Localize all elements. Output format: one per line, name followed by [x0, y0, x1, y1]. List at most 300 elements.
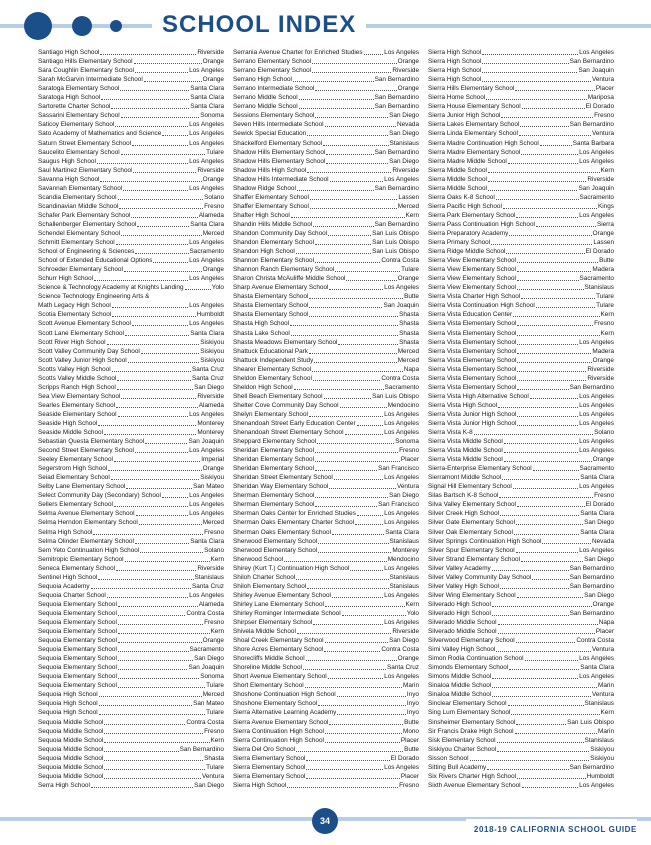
- county-name: Monterey: [197, 419, 224, 427]
- index-entry: [38, 591, 224, 600]
- county-name: Riverside: [197, 166, 224, 174]
- index-entry: [428, 699, 614, 708]
- dot-leader: [328, 235, 371, 236]
- index-entry: [428, 745, 614, 754]
- dot-leader: [118, 651, 189, 652]
- page-number: 34: [312, 808, 338, 834]
- school-name: Schendel Elementary School: [38, 229, 121, 237]
- header-dot-large: [24, 12, 52, 40]
- header-dot-medium: [72, 16, 92, 36]
- dot-leader: [101, 99, 189, 100]
- school-name: Schmitt Elementary School: [38, 239, 115, 247]
- school-name: Shandon High School: [233, 248, 295, 256]
- school-name: Sequoia Middle School: [38, 727, 104, 735]
- index-entry: [233, 681, 419, 690]
- index-entry: [428, 356, 614, 365]
- school-name: Saratoga High School: [38, 94, 101, 102]
- county-name: Riverside: [392, 166, 419, 174]
- county-name: Imperial: [201, 456, 224, 464]
- dot-leader: [520, 126, 568, 127]
- dot-leader: [318, 705, 406, 706]
- county-name: Riverside: [197, 392, 224, 400]
- county-name: Los Angeles: [579, 781, 614, 789]
- school-name: Sitting Bull Academy: [428, 763, 487, 771]
- county-name: Orange: [202, 175, 224, 183]
- dot-leader: [118, 416, 189, 417]
- dot-leader: [517, 335, 599, 336]
- county-name: Los Angeles: [189, 157, 224, 165]
- school-name: Serrano Middle School: [233, 94, 298, 102]
- county-name: San Bernardino: [374, 76, 419, 84]
- county-name: San Joaquin: [383, 302, 419, 310]
- index-entry: [428, 383, 614, 392]
- index-entry: [428, 401, 614, 410]
- county-name: Ventura: [591, 691, 614, 699]
- dot-leader: [315, 497, 388, 498]
- dot-leader: [307, 172, 391, 173]
- index-entry: [38, 546, 224, 555]
- dot-leader: [329, 289, 383, 290]
- dot-leader: [296, 751, 403, 752]
- school-name: Sierra Madre Elementary School: [428, 148, 521, 156]
- county-name: Los Angeles: [579, 673, 614, 681]
- index-entry: [428, 365, 614, 374]
- school-name: Sequoia Charter School: [38, 591, 106, 599]
- dot-leader: [536, 307, 595, 308]
- school-name: Silver Creek High School: [428, 510, 500, 518]
- index-entry: [233, 745, 419, 754]
- county-name: Marin: [403, 682, 419, 690]
- index-entry: [233, 184, 419, 193]
- dot-leader: [135, 452, 188, 453]
- county-name: San Luis Obispo: [372, 239, 419, 247]
- school-name: Sing Lum Elementary School: [428, 709, 511, 717]
- county-name: San Diego: [389, 130, 419, 138]
- county-name: San Diego: [194, 383, 224, 391]
- county-name: Los Angeles: [189, 275, 224, 283]
- county-name: Orange: [397, 58, 419, 66]
- county-name: Monterey: [197, 429, 224, 437]
- index-entry: [428, 265, 614, 274]
- county-name: Fresno: [399, 781, 419, 789]
- index-entry: [233, 292, 419, 301]
- school-name: Silver Gate Elementary School: [428, 519, 516, 527]
- index-entry: [233, 455, 419, 464]
- school-name: Sierra Vista K-8: [428, 429, 473, 437]
- school-name: Select Community Day (Secondary) School: [38, 492, 161, 500]
- school-name: Shenandoah Street Early Education Center: [233, 419, 356, 427]
- county-name: Yolo: [406, 609, 419, 617]
- index-entry: [428, 229, 614, 238]
- county-name: Orange: [397, 655, 419, 663]
- school-name: Scott River High School: [38, 338, 106, 346]
- index-column-2: [233, 48, 419, 790]
- index-entry: [428, 582, 614, 591]
- county-name: Los Angeles: [579, 438, 614, 446]
- index-entry: [233, 527, 419, 536]
- dot-leader: [517, 371, 586, 372]
- school-name: Sequoia Elementary School: [38, 646, 117, 654]
- school-name: Sessions Elementary School: [233, 112, 315, 120]
- dot-leader: [337, 696, 406, 697]
- dot-leader: [517, 380, 586, 381]
- dot-leader: [521, 154, 578, 155]
- dot-leader: [530, 398, 578, 399]
- index-entry: [233, 419, 419, 428]
- school-name: Shasta Elementary School: [233, 311, 309, 319]
- county-name: San Bernardino: [569, 582, 614, 590]
- county-name: San Joaquin: [578, 67, 614, 75]
- school-name: Sierra Linda Elementary School: [428, 130, 518, 138]
- county-name: Alameda: [198, 600, 224, 608]
- county-name: Los Angeles: [579, 401, 614, 409]
- county-name: Shasta: [399, 311, 419, 319]
- dot-leader: [121, 154, 205, 155]
- dot-leader: [185, 289, 211, 290]
- dot-leader: [104, 733, 203, 734]
- dot-leader: [296, 579, 388, 580]
- dot-leader: [309, 298, 403, 299]
- dot-leader: [108, 470, 201, 471]
- index-entry: [233, 582, 419, 591]
- dot-leader: [325, 733, 402, 734]
- county-name: San Diego: [389, 492, 419, 500]
- index-entry: [38, 365, 224, 374]
- index-entry: [38, 527, 224, 536]
- school-name: Seaside High School: [38, 419, 98, 427]
- dot-leader: [297, 190, 374, 191]
- county-name: Orange: [592, 229, 614, 237]
- dot-leader: [522, 787, 579, 788]
- school-name: Sequoia Middle School: [38, 718, 104, 726]
- school-name: Shannon Elementary School: [233, 257, 315, 265]
- dot-leader: [329, 724, 403, 725]
- index-entry: [428, 618, 614, 627]
- index-entry: [428, 48, 614, 57]
- dot-leader: [487, 769, 568, 770]
- index-entry: [428, 690, 614, 699]
- header-dot-small: [110, 20, 122, 32]
- dot-leader: [364, 54, 384, 55]
- county-name: Napa: [598, 619, 614, 626]
- county-name: Fresno: [204, 202, 224, 210]
- school-name: Shirey (Kurt T.) Continuation High School: [233, 564, 350, 572]
- county-name: Sacramento: [189, 646, 224, 654]
- index-entry: [233, 708, 419, 717]
- dot-leader: [307, 588, 388, 589]
- county-name: San Luis Obispo: [567, 718, 614, 726]
- county-name: Santa Clara: [190, 85, 224, 93]
- dot-leader: [492, 570, 569, 571]
- county-name: Los Angeles: [384, 419, 419, 427]
- dot-leader: [492, 606, 592, 607]
- county-name: Santa Cruz: [387, 664, 419, 672]
- dot-leader: [125, 561, 210, 562]
- dot-leader: [474, 434, 593, 435]
- index-entry: [233, 247, 419, 256]
- index-entry: [428, 111, 614, 120]
- dot-leader: [504, 461, 592, 462]
- dot-leader: [318, 552, 391, 553]
- county-name: Los Angeles: [384, 175, 419, 183]
- school-name: Sierra Preparatory Academy: [428, 229, 509, 237]
- school-name: Sequoia Academy: [38, 582, 90, 590]
- school-name: Sierra High School: [428, 67, 482, 75]
- index-entry: [428, 75, 614, 84]
- index-entry: [233, 175, 419, 184]
- county-name: Napa: [403, 365, 419, 373]
- county-name: Riverside: [587, 374, 614, 382]
- school-name: Sinaloa Middle School: [428, 682, 492, 690]
- county-name: Inyo: [406, 700, 419, 708]
- school-name: Sharp Avenue Elementary School: [233, 284, 329, 292]
- index-entry: [38, 338, 224, 347]
- index-entry: [428, 446, 614, 455]
- school-name: Sequoia Elementary School: [38, 655, 117, 663]
- dot-leader: [482, 81, 591, 82]
- dot-leader: [93, 534, 203, 535]
- county-name: Shasta: [399, 329, 419, 337]
- county-name: Butte: [599, 257, 614, 265]
- dot-leader: [503, 208, 597, 209]
- index-entry: [38, 374, 224, 383]
- index-entry: [233, 138, 419, 147]
- school-name: Sartorette Charter School: [38, 103, 111, 111]
- school-name: Scandinavian Middle School: [38, 202, 119, 210]
- county-name: Tulare: [206, 763, 224, 771]
- dot-leader: [517, 353, 591, 354]
- school-name: Shelyn Elementary School: [233, 410, 308, 418]
- county-name: Orange: [397, 85, 419, 93]
- dot-leader: [107, 344, 200, 345]
- county-name: Los Angeles: [579, 655, 614, 663]
- dot-leader: [312, 72, 391, 73]
- school-name: Sequoia High School: [38, 709, 98, 717]
- index-entry: [233, 84, 419, 93]
- dot-leader: [291, 217, 405, 218]
- school-name: Sierra Hills Elementary School: [428, 85, 515, 93]
- county-name: Nevada: [591, 537, 614, 545]
- county-name: Santa Clara: [190, 537, 224, 545]
- index-entry: [233, 319, 419, 328]
- school-name: Sierra Vista Continuation High School: [428, 302, 535, 310]
- dot-leader: [135, 72, 188, 73]
- index-entry: [428, 102, 614, 111]
- index-entry: [233, 754, 419, 763]
- dot-leader: [118, 199, 204, 200]
- school-name: Sheridan Elementary School: [233, 456, 314, 464]
- county-name: Sonoma: [200, 673, 224, 681]
- index-entry: [38, 455, 224, 464]
- school-name: Shafter High School: [233, 211, 290, 219]
- dot-leader: [325, 642, 389, 643]
- dot-leader: [112, 371, 191, 372]
- index-entry: [38, 736, 224, 745]
- county-name: Los Angeles: [189, 67, 224, 75]
- dot-leader: [496, 651, 591, 652]
- school-name: Simonds Elementary School: [428, 664, 509, 672]
- school-name: Sassarini Elementary School: [38, 112, 120, 120]
- index-column-3: [428, 48, 614, 790]
- school-name: Scott Valley Community Day School: [38, 347, 140, 355]
- index-entry: [233, 157, 419, 166]
- county-name: Placer: [595, 85, 614, 93]
- county-name: Los Angeles: [384, 564, 419, 572]
- school-name: Seaside Middle School: [38, 429, 104, 437]
- county-name: Solano: [594, 429, 614, 437]
- index-entry: [428, 754, 614, 763]
- county-name: Sierra: [596, 220, 614, 228]
- school-name: Scripps Ranch High School: [38, 383, 116, 391]
- dot-leader: [497, 751, 589, 752]
- county-name: Merced: [397, 347, 419, 355]
- index-entry: [233, 717, 419, 726]
- county-name: Santa Cruz: [192, 582, 224, 590]
- dot-leader: [312, 63, 397, 64]
- county-name: Butte: [404, 718, 419, 726]
- county-name: San Diego: [584, 555, 614, 563]
- county-name: San Diego: [389, 157, 419, 165]
- dot-leader: [542, 543, 591, 544]
- school-name: Santiago High School: [38, 49, 100, 57]
- dot-leader: [516, 642, 576, 643]
- index-entry: [38, 211, 224, 220]
- county-name: San Francisco: [378, 501, 419, 509]
- index-entry: [233, 48, 419, 57]
- index-entry: [38, 708, 224, 717]
- index-entry: [233, 347, 419, 356]
- county-name: Kern: [600, 329, 614, 337]
- dot-leader: [340, 407, 387, 408]
- county-name: Fresno: [204, 528, 224, 536]
- index-entry: [233, 690, 419, 699]
- dot-leader: [517, 262, 598, 263]
- dot-leader: [307, 135, 388, 136]
- county-name: Placer: [400, 736, 419, 744]
- dot-leader: [357, 425, 384, 426]
- index-entry: [38, 247, 224, 256]
- school-name: Sierra Ridge Middle School: [428, 248, 506, 256]
- county-name: Los Angeles: [189, 501, 224, 509]
- school-name: Sequoia Elementary School: [38, 637, 117, 645]
- school-name: Sierra Pass Continuation High School: [428, 220, 535, 228]
- school-name: Sierra Vista Charter High School: [428, 293, 521, 301]
- school-name: Sequoia Middle School: [38, 754, 104, 762]
- index-entry: [38, 193, 224, 202]
- dot-leader: [118, 669, 188, 670]
- dot-leader: [324, 398, 372, 399]
- school-name: Silver Strand Elementary School: [428, 555, 520, 563]
- dot-leader: [516, 552, 579, 553]
- county-name: San Bernardino: [569, 763, 614, 771]
- dot-leader: [118, 624, 203, 625]
- index-entry: [233, 564, 419, 573]
- dot-leader: [133, 172, 196, 173]
- school-name: Sewick Special Education: [233, 130, 307, 138]
- county-name: Kern: [210, 736, 224, 744]
- index-entry: [428, 717, 614, 726]
- school-name: Serra High School: [38, 781, 90, 789]
- index-entry: [38, 509, 224, 518]
- dot-leader: [305, 687, 402, 688]
- index-entry: [38, 618, 224, 627]
- dot-leader: [309, 307, 382, 308]
- county-name: Los Angeles: [579, 546, 614, 554]
- school-name: Schafer Park Elementary School: [38, 211, 131, 219]
- dot-leader: [111, 479, 199, 480]
- index-entry: [428, 437, 614, 446]
- school-name: Shivela Middle School: [233, 628, 296, 636]
- dot-leader: [131, 217, 197, 218]
- school-name: Silver Oak Elementary School: [428, 528, 513, 536]
- dot-leader: [303, 669, 386, 670]
- index-entry: [428, 292, 614, 301]
- school-name: Sierra Middle School: [428, 184, 487, 192]
- school-name: Short Elementary School: [233, 682, 304, 690]
- school-name: Scotts Valley Middle School: [38, 374, 117, 382]
- school-name: Shoreline Middle School: [233, 664, 302, 672]
- school-name: Shirley Rominger Intermediate School: [233, 609, 341, 617]
- county-name: Los Angeles: [189, 410, 224, 418]
- county-name: Kern: [600, 709, 614, 717]
- school-name: Sierra Madre Middle School: [428, 157, 507, 165]
- index-entry: [38, 645, 224, 654]
- dot-leader: [332, 597, 383, 598]
- county-name: San Bernardino: [569, 573, 614, 581]
- dot-leader: [104, 769, 205, 770]
- county-name: El Dorado: [585, 501, 614, 509]
- school-name: Silverado High School: [428, 609, 491, 617]
- index-entry: [233, 75, 419, 84]
- index-entry: [38, 772, 224, 781]
- dot-leader: [491, 244, 592, 245]
- county-name: Stanislaus: [584, 700, 614, 708]
- dot-leader: [294, 389, 384, 390]
- index-entry: [233, 57, 419, 66]
- school-name: Serrania Avenue Charter for Enriched Studies: [233, 49, 363, 57]
- county-name: Siskiyou: [590, 745, 614, 753]
- index-entry: [428, 193, 614, 202]
- county-name: Los Angeles: [189, 302, 224, 310]
- index-entry: [38, 319, 224, 328]
- school-name: Sherwood Elementary School: [233, 537, 318, 545]
- index-entry: [428, 319, 614, 328]
- school-name: Sierra View Elementary School: [428, 275, 516, 283]
- county-name: San Joaquin: [188, 664, 224, 672]
- index-entry: [38, 229, 224, 238]
- index-entry: [428, 482, 614, 491]
- dot-leader: [116, 244, 188, 245]
- school-name: Sisson School: [428, 754, 469, 762]
- school-name: Sequoia Elementary School: [38, 619, 117, 626]
- dot-leader: [123, 190, 188, 191]
- county-name: Madera: [592, 266, 614, 274]
- dot-leader: [517, 506, 585, 507]
- county-name: San Mateo: [193, 700, 224, 708]
- dot-leader: [104, 760, 203, 761]
- dot-leader: [309, 416, 383, 417]
- dot-leader: [124, 271, 202, 272]
- county-name: Kern: [600, 166, 614, 174]
- dot-leader: [107, 597, 188, 598]
- county-name: Merced: [202, 229, 224, 237]
- county-name: Lassen: [398, 193, 419, 201]
- county-name: Tulare: [206, 148, 224, 156]
- school-name: Simon Rodia Continuation School: [428, 655, 524, 663]
- index-entry: [38, 129, 224, 138]
- county-name: Butte: [404, 293, 419, 301]
- index-entry: [428, 157, 614, 166]
